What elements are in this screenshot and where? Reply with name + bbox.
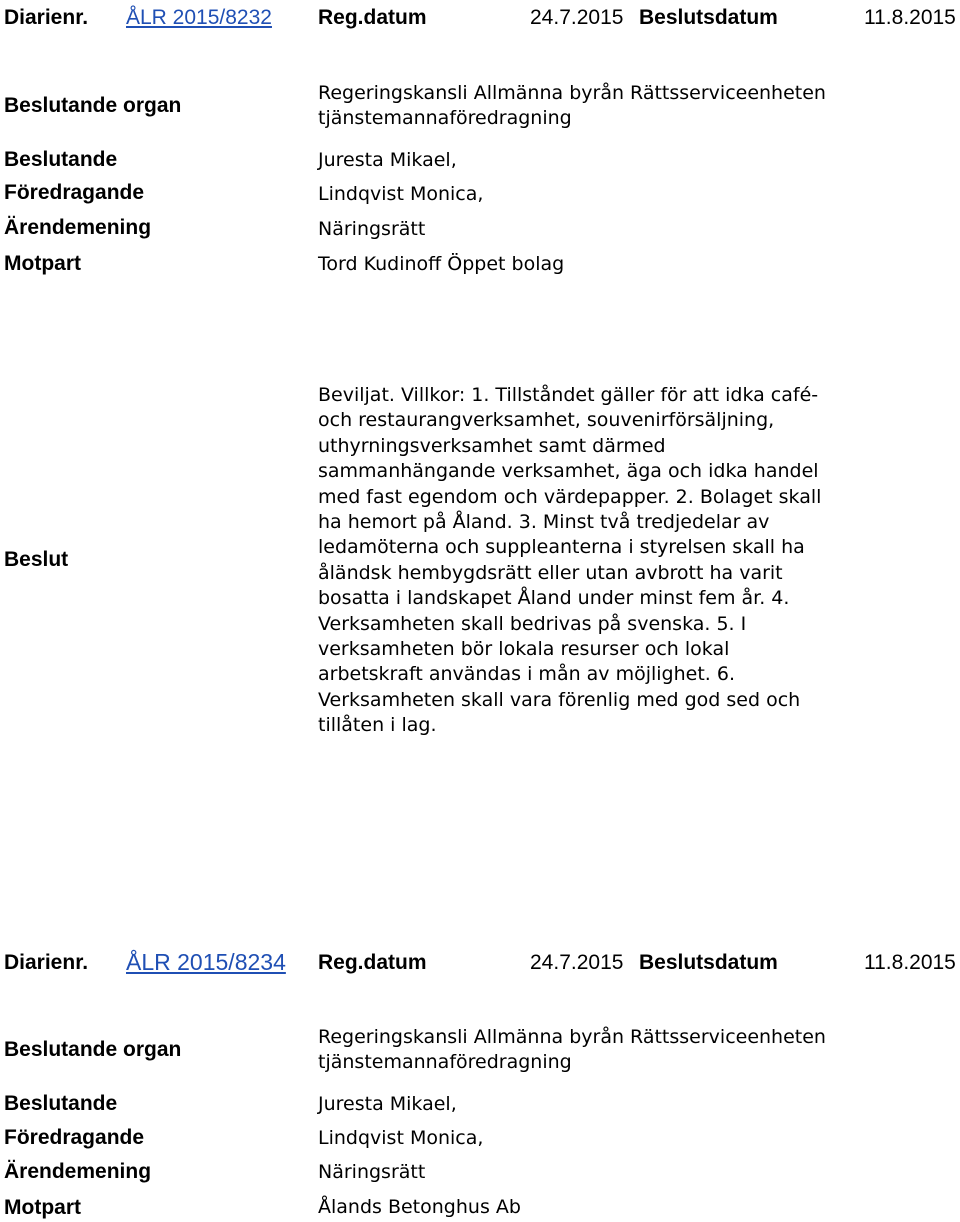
diarienr-label: Diarienr. xyxy=(4,951,89,974)
foredragande-label: Föredragande xyxy=(4,181,145,204)
beslutsdatum-value: 11.8.2015 xyxy=(864,951,956,974)
beslutande-organ-value-line1: Regeringskansli Allmänna byrån Rättsserviceenheten xyxy=(318,1026,826,1048)
arendemening-label: Ärendemening xyxy=(4,1160,152,1183)
beslutande-organ-value-line2: tjänstemannaföredragning xyxy=(318,107,572,129)
foredragande-value: Lindqvist Monica, xyxy=(318,183,484,205)
diarienr-link[interactable]: ÅLR 2015/8232 xyxy=(126,6,272,29)
arendemening-label: Ärendemening xyxy=(4,216,152,239)
beslutsdatum-label: Beslutsdatum xyxy=(639,951,778,974)
motpart-value: Ålands Betonghus Ab xyxy=(318,1196,521,1218)
beslut-label: Beslut xyxy=(4,548,69,571)
diarienr-label: Diarienr. xyxy=(4,6,89,29)
beslutande-label: Beslutande xyxy=(4,148,118,171)
motpart-label: Motpart xyxy=(4,1196,81,1219)
diarienr-link[interactable]: ÅLR 2015/8234 xyxy=(126,949,286,975)
beslutande-organ-label: Beslutande organ xyxy=(4,94,182,117)
foredragande-value: Lindqvist Monica, xyxy=(318,1127,484,1149)
beslutande-value: Juresta Mikael, xyxy=(318,149,457,171)
beslutande-label: Beslutande xyxy=(4,1092,118,1115)
regdatum-value: 24.7.2015 xyxy=(530,951,624,974)
arendemening-value: Näringsrätt xyxy=(318,1161,426,1183)
beslutsdatum-value: 11.8.2015 xyxy=(864,6,956,29)
arendemening-value: Näringsrätt xyxy=(318,218,426,240)
beslutande-organ-value-line2: tjänstemannaföredragning xyxy=(318,1051,572,1073)
beslut-text: Beviljat. Villkor: 1. Tillståndet gäller för att idka café- och restaurangverksamhet, souvenirförsäljning, uthyrningsverksamhet samt därmed sammanhängande verksamhet, äga och idka handel med fast egendom och värdepapper. 2. Bolaget skall ha hemort på Åland. 3. Minst två tredjedelar av ledamöterna och suppleanterna i styrelsen skall ha åländsk hembygdsrätt eller utan avbrott ha varit bosatta i landskapet Åland under minst fem år. 4. Verksamheten skall bedrivas på svenska. 5. I verksamheten bör lokala resurser och lokal arbetskraft användas i mån av möjlighet. 6. Verksamheten skall vara förenlig med god sed och tillåten i lag. xyxy=(318,384,822,737)
beslutande-organ-label: Beslutande organ xyxy=(4,1038,182,1061)
beslutande-value: Juresta Mikael, xyxy=(318,1093,457,1115)
regdatum-value: 24.7.2015 xyxy=(530,6,624,29)
regdatum-label: Reg.datum xyxy=(318,951,427,974)
foredragande-label: Föredragande xyxy=(4,1126,145,1149)
motpart-value: Tord Kudinoff Öppet bolag xyxy=(318,253,565,275)
regdatum-label: Reg.datum xyxy=(318,6,427,29)
beslutande-organ-value-line1: Regeringskansli Allmänna byrån Rättsserviceenheten xyxy=(318,82,826,104)
beslutsdatum-label: Beslutsdatum xyxy=(639,6,778,29)
motpart-label: Motpart xyxy=(4,252,81,275)
